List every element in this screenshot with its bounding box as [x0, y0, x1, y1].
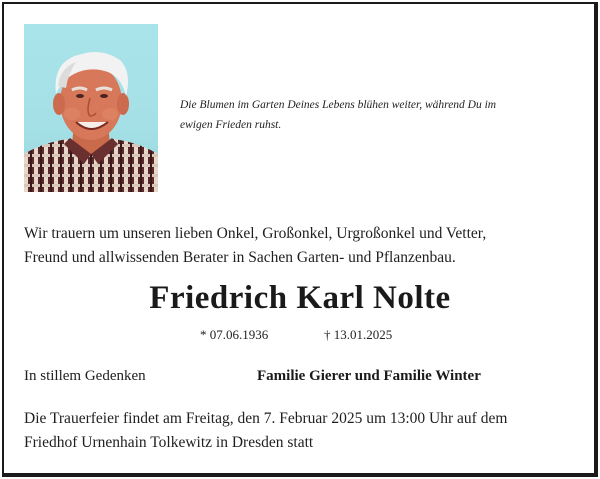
funeral-line-1: Die Trauerfeier findet am Freitag, den 7. Februar 2025 um 13:00 Uhr auf dem [24, 410, 508, 427]
intro-line-1: Wir trauern um unseren lieben Onkel, Großonkel, Urgroßonkel und Vetter, [24, 225, 487, 242]
portrait-illustration [24, 24, 158, 192]
portrait-photo [24, 24, 158, 192]
family-signature: Familie Gierer und Familie Winter [257, 368, 481, 384]
birth-date: * 07.06.1936 [200, 327, 269, 342]
intro-text [24, 222, 584, 270]
quote-line-2: ewigen Frieden ruhst. [180, 119, 282, 131]
memory-label: In stillem Gedenken [24, 368, 146, 384]
quote-line-1: Die Blumen im Garten Deines Lebens blühen weiter, während Du im [180, 99, 497, 111]
funeral-info [24, 407, 584, 455]
funeral-line-2: Friedhof Urnenhain Tolkewitz in Dresden statt [24, 434, 314, 451]
deceased-name: Friedrich Karl Nolte [149, 280, 451, 316]
memorial-quote [180, 95, 560, 135]
intro-line-2: Freund und allwissenden Berater in Sachen Garten- und Pflanzenbau. [24, 249, 456, 266]
death-date: † 13.01.2025 [324, 327, 393, 342]
